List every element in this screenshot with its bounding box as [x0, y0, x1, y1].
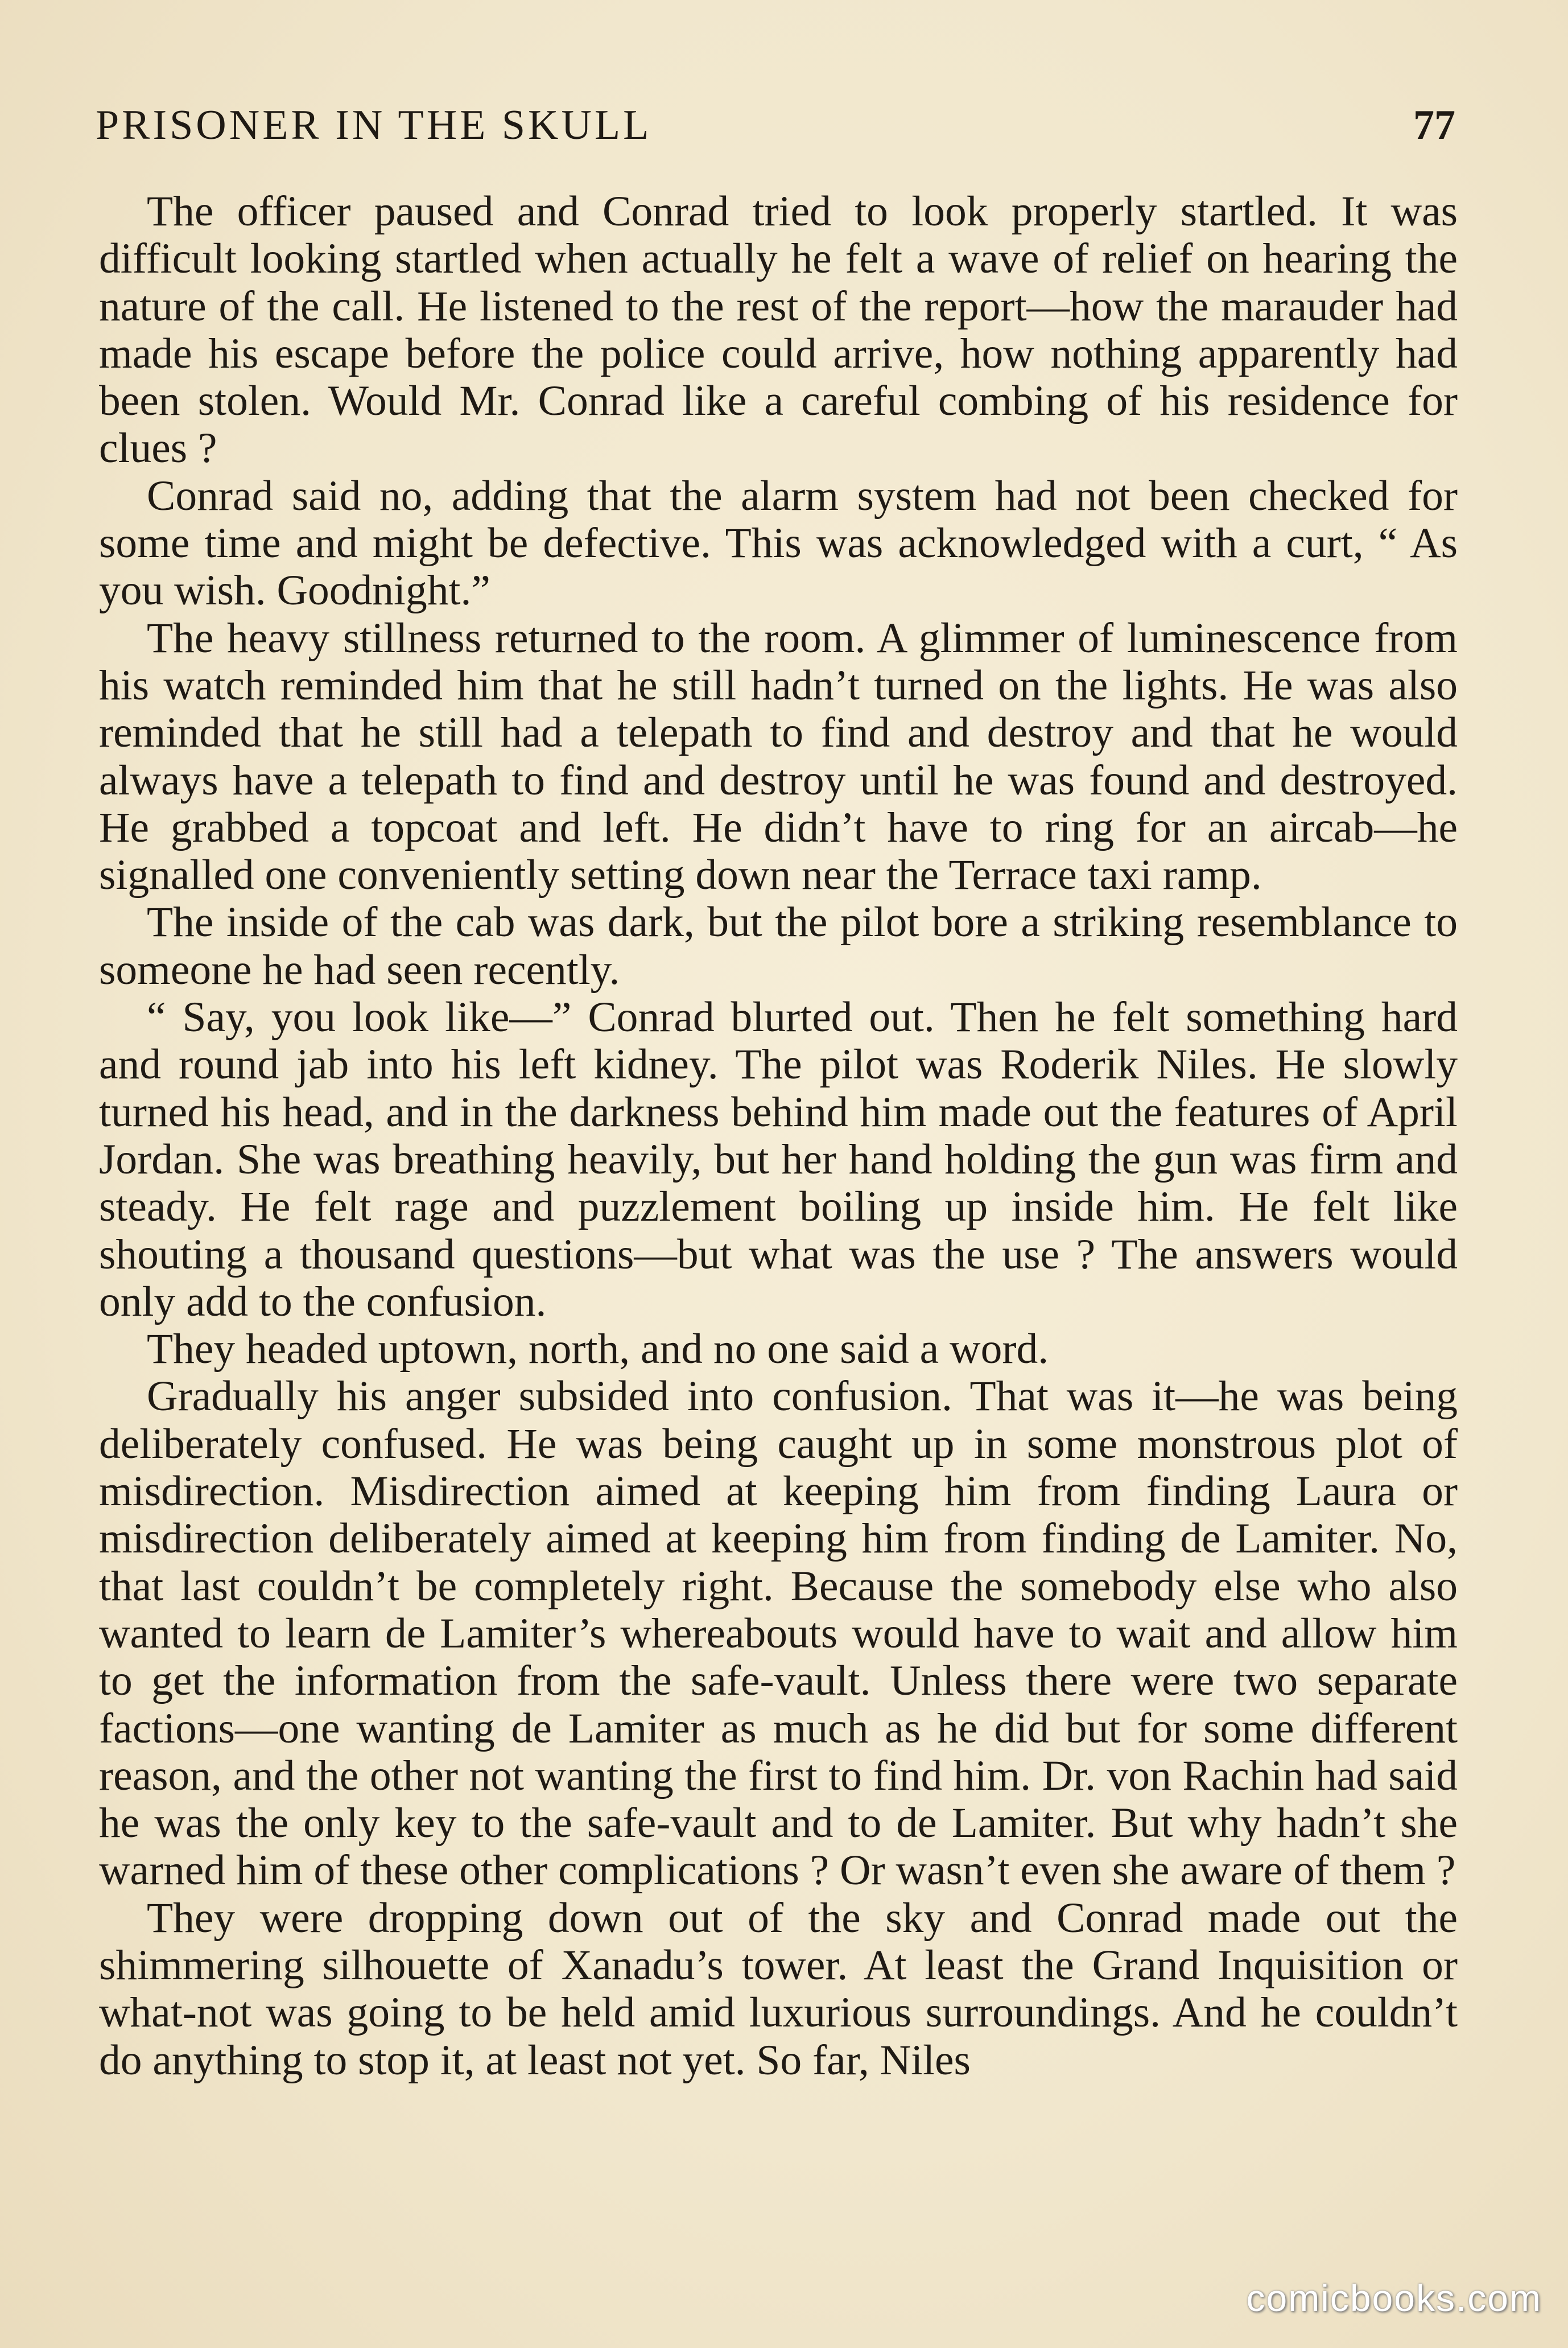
paragraph: “ Say, you look like—” Conrad blurted out. Then he felt something hard and round jab into his left kidney. The pilot was Roderik Niles. He slowly turned his head, and in the darkness behind him made out the features of April Jordan. She was breathing heavily, but her hand holding the gun was firm and steady. He felt rage and puzzlement boiling up inside him. He felt like shouting a thousand questions—but what was the use ? The answers would only add to the confusion. — [99, 994, 1458, 1325]
body-text — [99, 188, 1458, 2084]
paragraph: They were dropping down out of the sky and Conrad made out the shimmering silhouette of Xanadu’s tower. At least the Grand Inquisition or what-not was going to be held amid luxurious surroundings. And he couldn’t do anything to stop it, at least not yet. So far, Niles — [99, 1894, 1458, 2084]
paragraph: Gradually his anger subsided into confusion. That was it—he was being deliberately confused. He was being caught up in some monstrous plot of misdirection. Misdirection aimed at keeping him from finding Laura or misdirection deliberately aimed at keeping him from finding de Lamiter. No, that last couldn’t be completely right. Because the somebody else who also wanted to learn de Lamiter’s whereabouts would have to wait and allow him to get the information from the safe-vault. Unless there were two separate factions—one wanting de Lamiter as much as he did but for some different reason, and the other not wanting the first to find him. Dr. von Rachin had said he was the only key to the safe-vault and to de Lamiter. But why hadn’t she warned him of these other complications ? Or wasn’t even she aware of them ? — [99, 1373, 1458, 1894]
paragraph: The heavy stillness returned to the room. A glimmer of luminescence from his watch reminded him that he still hadn’t turned on the lights. He was also reminded that he still had a telepath to find and destroy and that he would always have a telepath to find and destroy until he was found and destroyed. He grabbed a topcoat and left. He didn’t have to ring for an aircab—he signalled one conveniently setting down near the Terrace taxi ramp. — [99, 614, 1458, 899]
running-head — [96, 100, 1455, 151]
page-number: 77 — [1413, 102, 1455, 149]
paragraph: The inside of the cab was dark, but the pilot bore a striking resemblance to someone he had seen recently. — [99, 899, 1458, 994]
paragraph: The officer paused and Conrad tried to look properly startled. It was difficult looking startled when actually he felt a wave of relief on hearing the nature of the call. He listened to the rest of the report—how the marauder had made his escape before the police could arrive, how nothing apparently had been stolen. Would Mr. Conrad like a careful combing of his residence for clues ? — [99, 188, 1458, 472]
running-title: PRISONER IN THE SKULL — [96, 102, 652, 149]
watermark: comicbooks.com — [1246, 2277, 1542, 2319]
paragraph: Conrad said no, adding that the alarm system had not been checked for some time and might be defective. This was acknowledged with a curt, “ As you wish. Goodnight.” — [99, 472, 1458, 615]
paragraph: They headed uptown, north, and no one said a word. — [147, 1325, 1049, 1373]
